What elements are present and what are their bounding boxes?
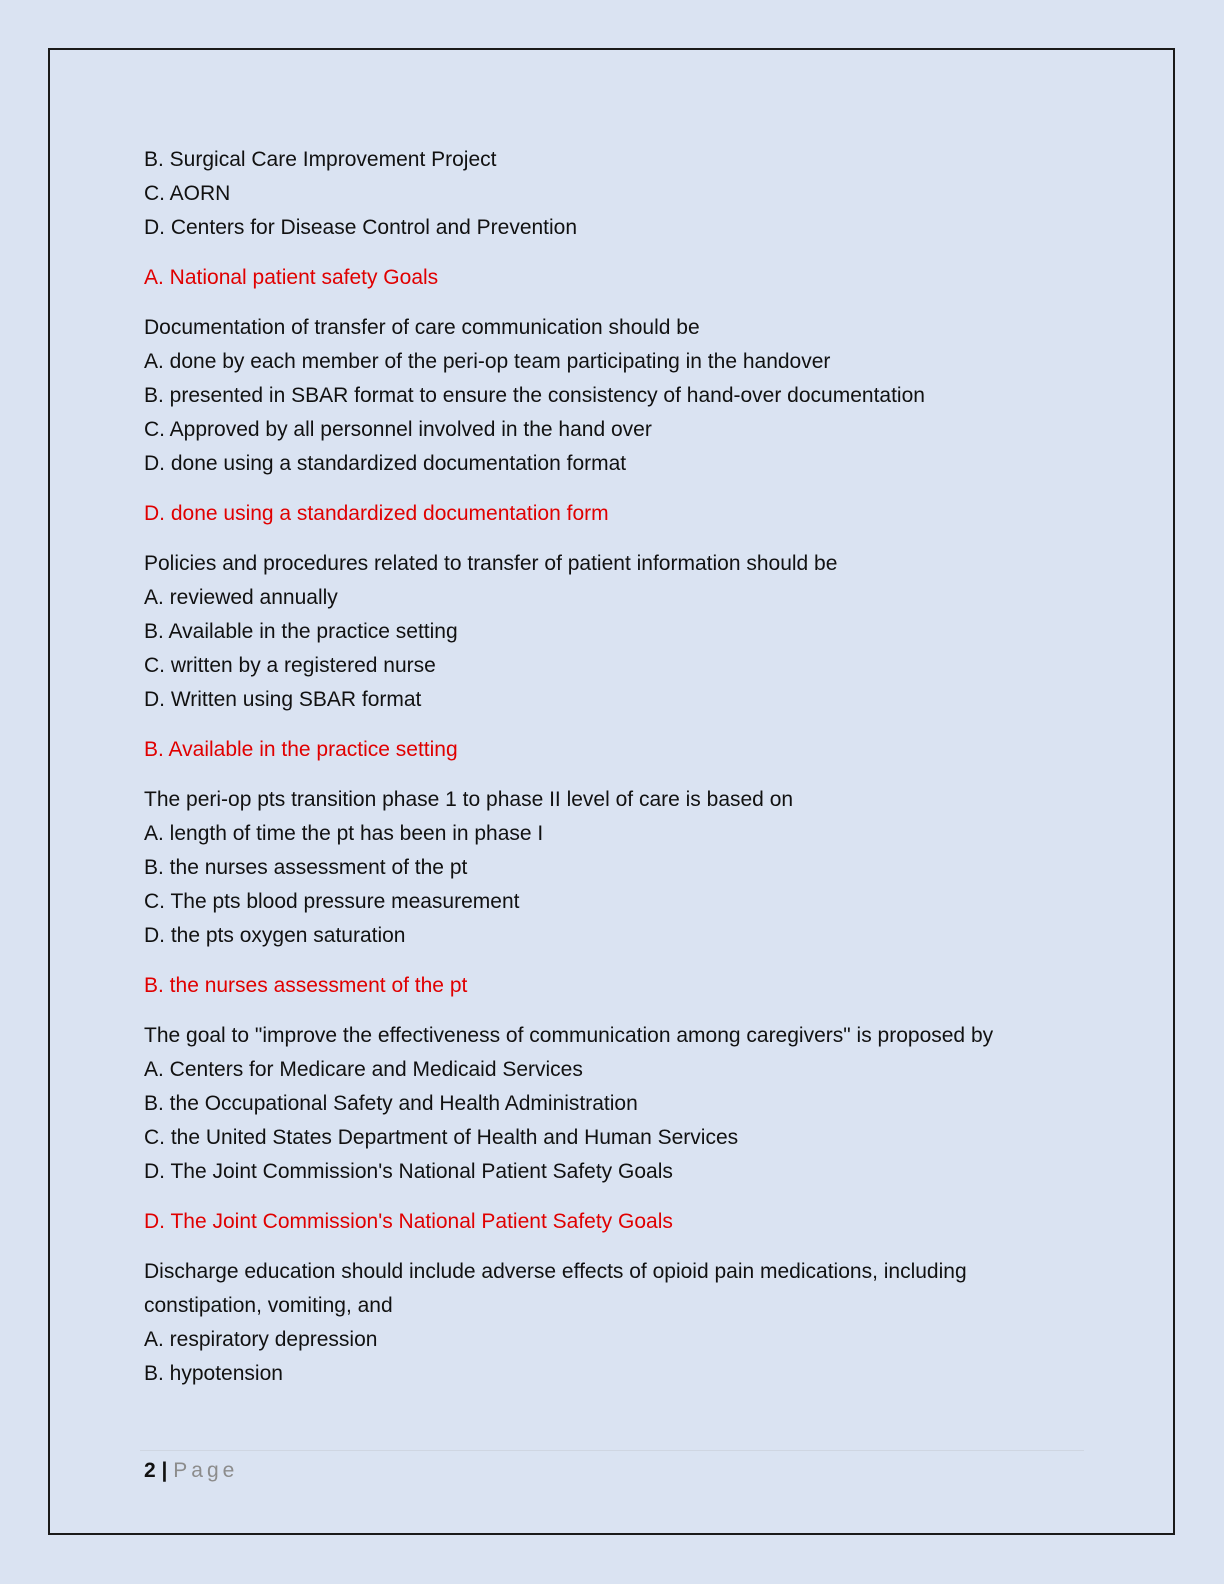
block-gap (144, 767, 1084, 783)
option-line: C. written by a registered nurse (144, 654, 436, 677)
option-line: B. Available in the practice setting (144, 620, 458, 643)
block-gap (144, 1239, 1084, 1255)
option-line: D. Written using SBAR format (144, 688, 422, 711)
question-block (144, 547, 1084, 717)
block-gap (144, 481, 1084, 497)
answer-block (144, 969, 1084, 1003)
block-gap (144, 245, 1084, 261)
answer-line: D. done using a standardized documentation form (144, 502, 609, 525)
option-line: D. Centers for Disease Control and Prevention (144, 216, 578, 239)
option-line: B. the Occupational Safety and Health Administration (144, 1092, 638, 1115)
question-text: Documentation of transfer of care communication should be (144, 316, 700, 339)
option-line: C. The pts blood pressure measurement (144, 890, 520, 913)
answer-block (144, 261, 1084, 295)
option-line: B. Surgical Care Improvement Project (144, 148, 497, 171)
block-gap (144, 531, 1084, 547)
option-line: A. length of time the pt has been in phase I (144, 822, 544, 845)
option-line: B. hypotension (144, 1362, 283, 1385)
block-gap (144, 1003, 1084, 1019)
options-block (144, 143, 1084, 245)
footer-separator: | (161, 1459, 168, 1482)
answer-line: A. National patient safety Goals (144, 266, 439, 289)
option-line: B. the nurses assessment of the pt (144, 856, 468, 879)
answer-line: B. the nurses assessment of the pt (144, 974, 468, 997)
question-block (144, 1255, 1084, 1391)
block-gap (144, 953, 1084, 969)
option-line: A. Centers for Medicare and Medicaid Services (144, 1058, 583, 1081)
option-line: D. The Joint Commission's National Patient Safety Goals (144, 1160, 673, 1183)
option-line: constipation, vomiting, and (144, 1294, 393, 1317)
answer-block (144, 1205, 1084, 1239)
question-text: Discharge education should include adverse effects of opioid pain medications, including (144, 1260, 967, 1283)
question-block (144, 783, 1084, 953)
question-text: Policies and procedures related to transfer of patient information should be (144, 552, 838, 575)
option-line: C. AORN (144, 182, 231, 205)
option-line: A. reviewed annually (144, 586, 338, 609)
option-line: D. done using a standardized documentation format (144, 452, 627, 475)
answer-block (144, 497, 1084, 531)
option-line: D. the pts oxygen saturation (144, 924, 406, 947)
answer-line: D. The Joint Commission's National Patient Safety Goals (144, 1210, 673, 1233)
block-gap (144, 1189, 1084, 1205)
document-body (144, 143, 1084, 1391)
footer-divider (140, 1450, 1084, 1451)
option-line: C. Approved by all personnel involved in the hand over (144, 418, 652, 441)
page-footer (144, 1454, 238, 1488)
option-line: A. respiratory depression (144, 1328, 378, 1351)
block-gap (144, 295, 1084, 311)
page-number: 2 (144, 1459, 156, 1482)
block-gap (144, 717, 1084, 733)
answer-block (144, 733, 1084, 767)
question-text: The peri-op pts transition phase 1 to phase II level of care is based on (144, 788, 794, 811)
option-line: C. the United States Department of Health and Human Services (144, 1126, 739, 1149)
answer-line: B. Available in the practice setting (144, 738, 458, 761)
option-line: B. presented in SBAR format to ensure the consistency of hand-over documentation (144, 384, 925, 407)
page-label: Page (173, 1459, 239, 1482)
question-block (144, 1019, 1084, 1189)
question-block (144, 311, 1084, 481)
question-text: The goal to "improve the effectiveness of communication among caregivers" is proposed by (144, 1024, 994, 1047)
option-line: A. done by each member of the peri-op team participating in the handover (144, 350, 831, 373)
